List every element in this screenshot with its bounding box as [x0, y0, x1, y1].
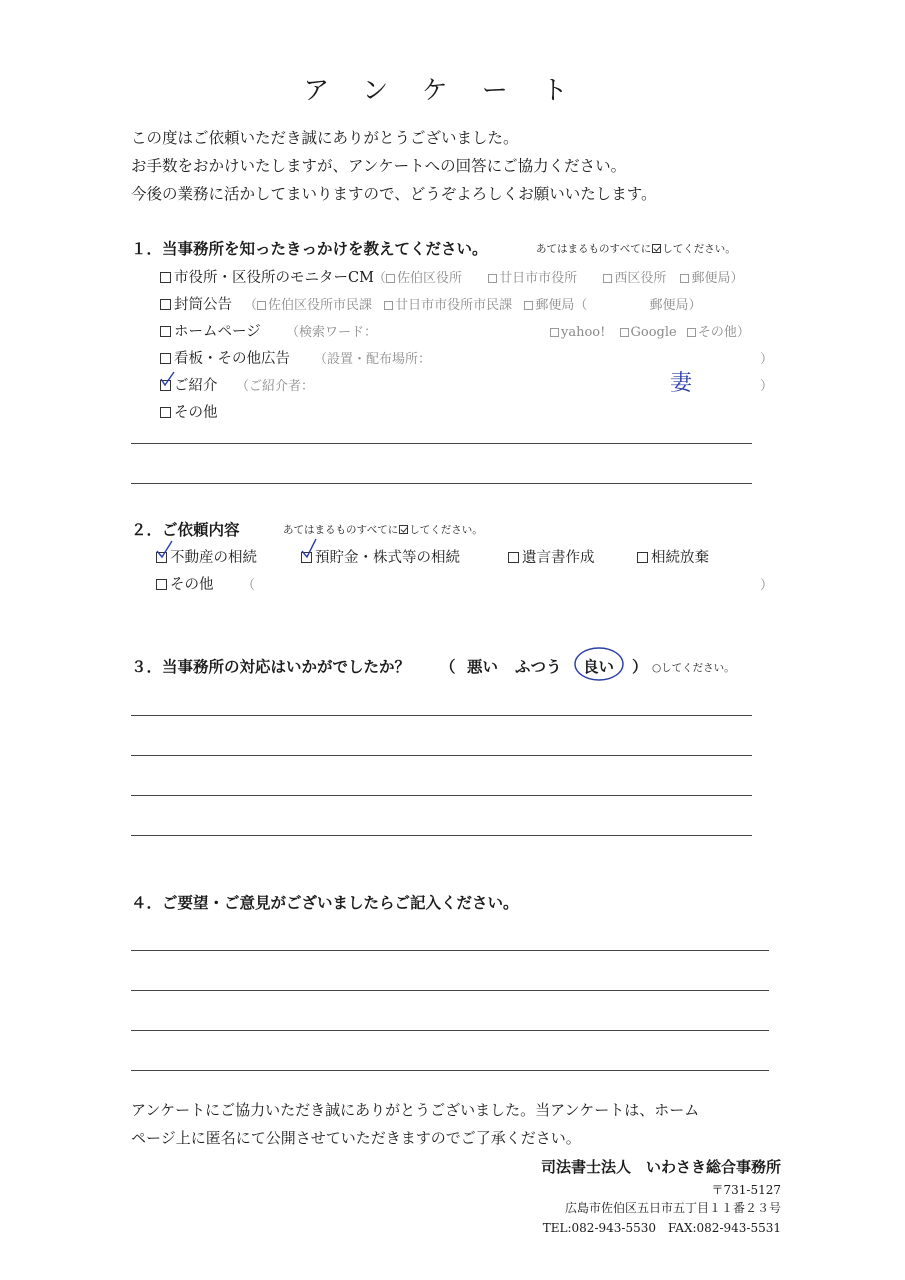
q3-write-line: [131, 835, 752, 836]
sub-yahoo: yahoo!: [561, 325, 606, 340]
q1-signboard-close: ）: [760, 352, 774, 367]
sub-post: 郵便局: [691, 271, 731, 286]
q4-write-line: [131, 1070, 769, 1071]
q2-option-savings-label: 預貯金・株式等の相続: [315, 550, 460, 566]
q3-write-line: [131, 715, 752, 716]
page-title: アンケート: [303, 76, 602, 106]
handwritten-circle-icon: [572, 645, 628, 683]
q4-heading: ４．ご要望・ご意見がございましたらご記入ください。: [131, 894, 519, 912]
q2-option-other-label: その他: [170, 577, 214, 593]
checkbox-icon[interactable]: [637, 552, 648, 563]
q2-heading: ２．ご依頼内容: [131, 521, 240, 539]
sub-hatsukaichi: 廿日市市役所: [499, 271, 578, 286]
sub-saeki: 佐伯区役所: [397, 271, 463, 286]
q1-note: [536, 241, 736, 256]
checkbox-icon[interactable]: [603, 274, 612, 283]
checked-box-icon: [652, 244, 661, 253]
q1-option-envelope-subs: [244, 294, 702, 313]
q3-open: （: [440, 658, 456, 676]
checkbox-icon[interactable]: [160, 299, 171, 310]
q3-heading: ３．当事務所の対応はいかがでしたか？: [131, 658, 411, 676]
office-name: 司法書士法人 いわさき総合事務所: [540, 1158, 781, 1176]
q1-heading: １．当事務所を知ったきっかけを教えてください。: [131, 240, 488, 258]
checkbox-icon[interactable]: [160, 326, 171, 337]
checkbox-icon[interactable]: [488, 274, 497, 283]
q1-option-signboard[interactable]: [160, 347, 290, 368]
q2-option-will[interactable]: [508, 546, 595, 567]
checkbox-icon[interactable]: [160, 353, 171, 364]
q1-option-envelope[interactable]: [160, 293, 232, 314]
sub-close: ）: [736, 325, 750, 340]
q1-search-word-label: （検索ワード：: [286, 325, 378, 340]
intro-line-2: お手数をおかけいたしますが、アンケートへの回答にご協力ください。: [131, 157, 627, 175]
office-address: 広島市佐伯区五日市五丁目１１番２３号: [564, 1201, 781, 1215]
q4-write-line: [131, 950, 769, 951]
q1-referrer-handwritten: 妻: [670, 371, 693, 396]
checkbox-icon[interactable]: [160, 407, 171, 418]
q2-option-will-label: 遺言書作成: [522, 550, 595, 566]
q2-note-pre: あてはまるものすべてに: [283, 524, 399, 536]
q3-choice-normal[interactable]: ふつう: [515, 658, 562, 676]
sub-close: ）: [730, 271, 744, 286]
q2-option-renounce[interactable]: [637, 546, 709, 567]
checkbox-icon[interactable]: [680, 274, 689, 283]
q1-option-homepage-label: ホームページ: [174, 324, 261, 340]
q2-option-other[interactable]: [156, 573, 214, 594]
sub-hatsukaichi-shimin: 廿日市市役所市民課: [395, 298, 513, 313]
q1-option-cm-label: 市役所・区役所のモニターCM: [174, 270, 374, 286]
intro-line-3: 今後の業務に活かしてまいりますので、どうぞよろしくお願いいたします。: [131, 185, 657, 203]
checkbox-icon[interactable]: [550, 328, 559, 337]
q2-note: [283, 522, 483, 537]
sub-nishi: 西区役所: [614, 271, 667, 286]
handwritten-check-icon: [154, 538, 176, 560]
sub-open: （: [373, 271, 387, 286]
checkbox-icon[interactable]: [160, 272, 171, 283]
checkbox-icon[interactable]: [687, 328, 696, 337]
footer-thanks-line-1: アンケートにご協力いただき誠にありがとうございました。当アンケートは、ホーム: [131, 1101, 700, 1119]
q2-other-close: ）: [760, 578, 774, 593]
q1-option-signboard-label: 看板・その他広告: [174, 351, 290, 367]
q2-option-renounce-label: 相続放棄: [651, 550, 709, 566]
q1-option-cm-subs: [373, 267, 744, 286]
q4-write-line: [131, 1030, 769, 1031]
handwritten-check-icon: [299, 536, 321, 560]
q1-option-cm[interactable]: [160, 266, 374, 287]
intro-line-1: この度はご依頼いただき誠にありがとうございました。: [131, 129, 519, 147]
sub-open: （: [244, 298, 258, 313]
checkbox-icon[interactable]: [620, 328, 629, 337]
q1-option-homepage[interactable]: [160, 320, 261, 341]
q2-other-open: （: [242, 578, 256, 593]
checkbox-icon[interactable]: [257, 301, 266, 310]
q1-note-post: してください。: [662, 243, 736, 255]
q3-note: ○してください。: [652, 662, 735, 674]
q3-choice-bad[interactable]: 悪い: [467, 658, 499, 676]
checked-box-icon: [399, 525, 408, 534]
checkbox-icon[interactable]: [156, 579, 167, 590]
q1-option-envelope-label: 封筒公告: [174, 297, 232, 313]
q1-signboard-place-label: （設置・配布場所：: [314, 352, 432, 367]
q1-write-line: [131, 483, 752, 484]
q1-option-referral-label: ご紹介: [174, 378, 218, 394]
sub-post-close: 郵便局）: [649, 298, 702, 313]
q2-option-real-estate-label: 不動産の相続: [170, 550, 257, 566]
q1-note-pre: あてはまるものすべてに: [536, 243, 652, 255]
sub-google: Google: [630, 325, 677, 340]
q1-referrer-close: ）: [760, 379, 774, 394]
q1-option-other[interactable]: [160, 401, 218, 422]
q1-referrer-label: （ご紹介者：: [236, 379, 315, 394]
footer-thanks-line-2: ページ上に匿名にて公開させていただきますのでご了承ください。: [131, 1129, 581, 1147]
sub-saeki-shimin: 佐伯区役所市民課: [268, 298, 373, 313]
office-postal: 〒731-5127: [711, 1183, 781, 1197]
sub-other: その他: [697, 325, 737, 340]
q3-close: ）: [632, 658, 648, 676]
q1-option-other-label: その他: [174, 405, 218, 421]
checkbox-icon[interactable]: [386, 274, 395, 283]
q2-note-post: してください。: [409, 524, 483, 536]
sub-post-open: 郵便局（: [535, 298, 588, 313]
q3-choice-good[interactable]: 良い: [583, 658, 615, 676]
q2-option-savings[interactable]: [301, 546, 460, 567]
office-phone: TEL:082-943-5530 FAX:082-943-5531: [542, 1221, 781, 1235]
checkbox-icon[interactable]: [524, 301, 533, 310]
checkbox-icon[interactable]: [384, 301, 393, 310]
handwritten-check-icon: [158, 370, 178, 390]
q1-write-line: [131, 443, 752, 444]
checkbox-icon[interactable]: [508, 552, 519, 563]
q1-search-engines: [550, 321, 750, 340]
q4-write-line: [131, 990, 769, 991]
q3-write-line: [131, 755, 752, 756]
q3-write-line: [131, 795, 752, 796]
